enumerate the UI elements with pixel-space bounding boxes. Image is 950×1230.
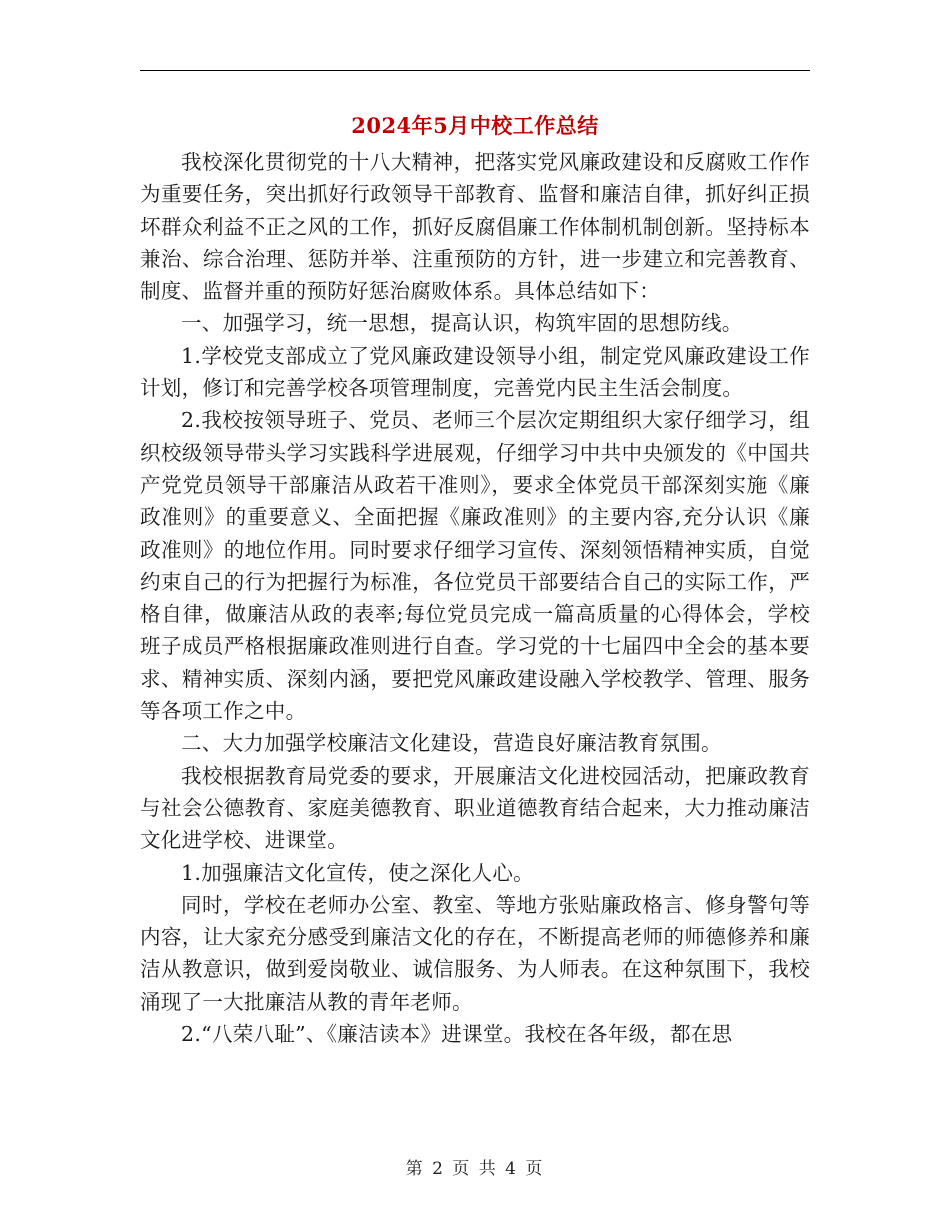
paragraph-intro: 我校深化贯彻党的十八大精神，把落实党风廉政建设和反腐败工作作为重要任务，突出抓好行政领导干部教育、监督和廉洁自律，抓好纠正损坏群众利益不正之风的工作，抓好反腐倡廉工作体制机制创新。坚持标本兼治、综合治理、惩防并举、注重预防的方针，进一步建立和完善教育、制度、监督并重的预防好惩治腐败体系。具体总结如下： (140, 150, 810, 304)
paragraph-item-2-2: 2.“八荣八耻”、《廉洁读本》进课堂。我校在各年级，都在思 (181, 1022, 733, 1047)
paragraph-item-2-1-body: 同时，学校在老师办公室、教室、等地方张贴廉政格言、修身警句等内容，让大家充分感受到廉洁文化的存在，不断提高老师的师德修养和廉洁从教意识，做到爱岗敬业、诚信服务、为人师表。在这种氛围下，我校涌现了一大批廉洁从教的青年老师。 (140, 892, 810, 1014)
paragraph-item-2-1: 1.加强廉洁文化宣传，使之深化人心。 (181, 860, 534, 885)
paragraph-item-1-2: 2.我校按领导班子、党员、老师三个层次定期组织大家仔细学习，组织校级领导带头学习实践科学进展观，仔细学习中共中央颁发的《中国共产党党员领导干部廉洁从政若干准则》，要求全体党员干部深刻实施《廉政准则》的重要意义、全面把握《廉政准则》的主要内容,充分认识《廉政准则》的地位作用。同时要求仔细学习宣传、深刻领悟精神实质，自觉约束自己的行为把握行为标准，各位党员干部要结合自己的实际工作，严格自律，做廉洁从政的表率;每位党员完成一篇高质量的心得体会，学校班子成员严格根据廉政准则进行自查。学习党的十七届四中全会的基本要求、精神实质、深刻内涵，要把党风廉政建设融入学校教学、管理、服务等各项工作之中。 (140, 408, 810, 724)
paragraph-item-1-1: 1.学校党支部成立了党风廉政建设领导小组，制定党风廉政建设工作计划，修订和完善学校各项管理制度，完善党内民主生活会制度。 (140, 343, 810, 401)
document-body (140, 146, 810, 1050)
page-number-footer: 第 2 页 共 4 页 (405, 1159, 545, 1179)
document-title: 2024年5月中校工作总结 (351, 113, 599, 138)
header-rule (140, 70, 810, 71)
section-heading-1: 一、加强学习，统一思想，提高认识，构筑牢固的思想防线。 (181, 311, 743, 336)
section-heading-2: 二、大力加强学校廉洁文化建设，营造良好廉洁教育氛围。 (181, 731, 722, 756)
paragraph-section-2-intro: 我校根据教育局党委的要求，开展廉洁文化进校园活动，把廉政教育与社会公德教育、家庭美德教育、职业道德教育结合起来，大力推动廉洁文化进学校、进课堂。 (140, 763, 810, 853)
